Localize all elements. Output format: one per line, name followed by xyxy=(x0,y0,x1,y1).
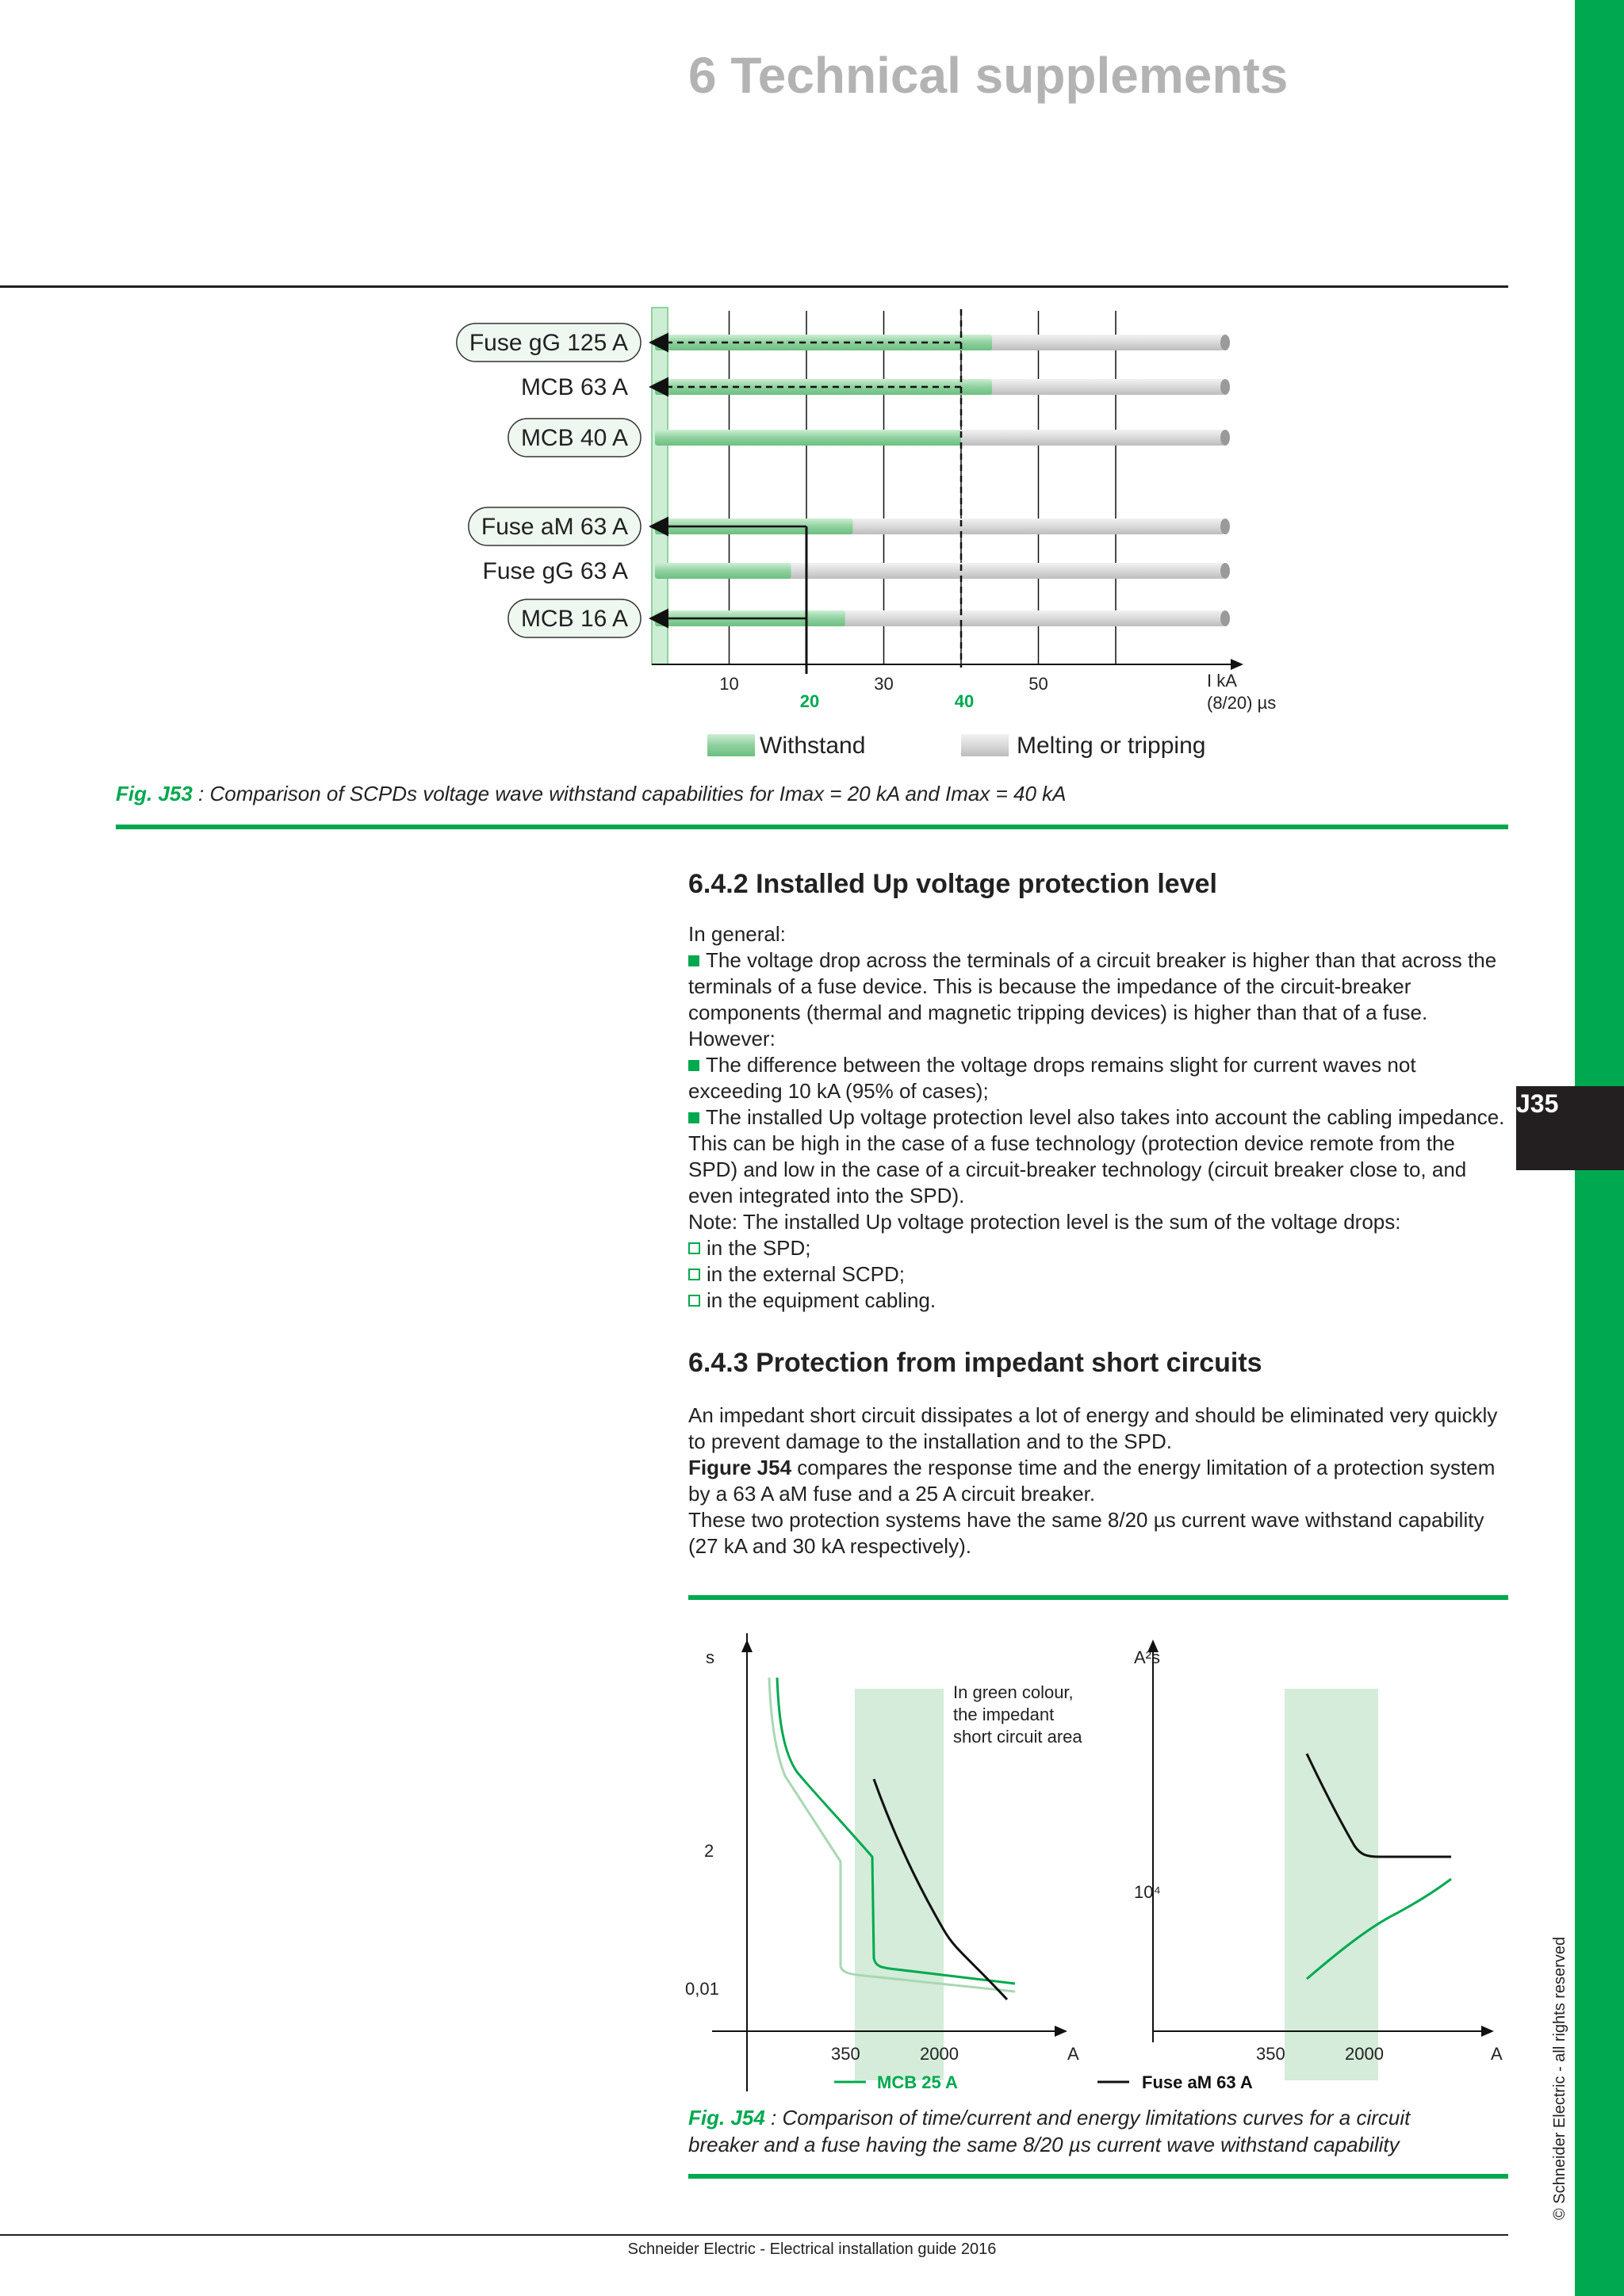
section-642-sub-2-text: in the external SCPD; xyxy=(707,1262,906,1286)
fig-j54-chart xyxy=(682,1633,1507,2109)
left-x-axis-arrow xyxy=(1055,2026,1067,2037)
x-tick-30: 30 xyxy=(874,674,894,694)
section-642-sub-3-text: in the equipment cabling. xyxy=(707,1288,936,1312)
legend-melting-swatch xyxy=(961,734,1009,756)
x-tick-highlight-20: 20 xyxy=(799,691,820,711)
bullet-square-icon xyxy=(688,955,699,966)
legend-mcb-label: MCB 25 A xyxy=(877,2072,958,2092)
fig-j53-x-ticks xyxy=(719,674,1048,711)
bar-end-cap-0 xyxy=(1220,335,1230,350)
section-642-body xyxy=(688,921,1505,1314)
page-number: J35 xyxy=(1516,1089,1559,1118)
left-y-tick-2: 2 xyxy=(704,1841,714,1861)
fig-j54-caption-text-1: : Comparison of time/current and energy limitations curves for a circuit xyxy=(764,2106,1411,2130)
bar-end-cap-4 xyxy=(1220,563,1230,579)
open-square-bullet-icon xyxy=(688,1242,700,1254)
section-642-title: 6.4.2 Installed Up voltage protection level xyxy=(688,869,1217,899)
category-label-5: MCB 16 A xyxy=(520,606,628,632)
category-label-2: MCB 40 A xyxy=(520,425,628,451)
right-x-label: A xyxy=(1491,2044,1503,2064)
annotation-line-3: short circuit area xyxy=(953,1727,1082,1747)
bar-withstand-2 xyxy=(655,430,961,446)
bullet-square-icon xyxy=(688,1060,699,1071)
fig-j54-top-green-rule xyxy=(688,1595,1508,1600)
legend-melting-label: Melting or tripping xyxy=(1017,733,1206,759)
section-642-bullet-2-text: The difference between the voltage drops remains slight for current waves not exceeding 10 kA (95% of cases); xyxy=(688,1053,1416,1103)
figure-j54-ref: Figure J54 xyxy=(688,1456,792,1479)
x-axis-unit-sub: (8/20) µs xyxy=(1207,693,1277,713)
right-y-tick-10e4: 10⁴ xyxy=(1134,1882,1161,1902)
fig-j53-category-labels xyxy=(457,323,641,637)
fig-j53-label: Fig. J53 xyxy=(116,782,193,806)
section-642-bullet-2 xyxy=(688,1052,1505,1104)
fig-j53-green-rule xyxy=(116,825,1508,829)
left-y-label: s xyxy=(706,1647,714,1667)
right-x-tick-350: 350 xyxy=(1256,2044,1285,2064)
section-642-sub-3 xyxy=(688,1288,1505,1314)
fig-j53-bars xyxy=(655,335,1230,626)
category-label-3: Fuse aM 63 A xyxy=(481,514,628,540)
x-axis-unit: I kA xyxy=(1207,671,1237,691)
right-x-axis-arrow xyxy=(1481,2026,1494,2037)
page-number-tab xyxy=(1516,1086,1624,1170)
footer-rule xyxy=(0,2234,1508,2236)
annotation-line-2: the impedant xyxy=(953,1705,1055,1724)
bar-end-cap-1 xyxy=(1220,379,1230,395)
section-643-p2 xyxy=(688,1455,1505,1507)
footer-text: Schneider Electric - Electrical installation guide 2016 xyxy=(627,2241,997,2258)
chapter-title: 6 Technical supplements xyxy=(688,47,1289,104)
bar-end-cap-5 xyxy=(1220,610,1230,626)
x-tick-10: 10 xyxy=(719,674,739,694)
bar-end-cap-3 xyxy=(1220,519,1230,534)
section-642-bullet-3-text: The installed Up voltage protection level also takes into account the cabling impedance. This can be high in the case of a fuse technology (protection device remote from the SPD) and low in the case of a circuit-breaker technology (circuit breaker close to, and even integrated into the SPD). xyxy=(688,1105,1505,1207)
section-642-bullet-3 xyxy=(688,1104,1505,1209)
fig-j53-caption-text: : Comparison of SCPDs voltage wave withstand capabilities for Imax = 20 kA and Imax = 40 kA xyxy=(192,782,1067,806)
section-643-body xyxy=(688,1402,1505,1559)
x-axis-arrow xyxy=(1231,659,1243,670)
left-x-label: A xyxy=(1067,2044,1079,2064)
open-square-bullet-icon xyxy=(688,1295,700,1307)
fig-j53-chart xyxy=(428,301,1316,769)
x-tick-highlight-40: 40 xyxy=(954,691,975,711)
annotation-line-1: In green colour, xyxy=(953,1682,1074,1702)
category-label-4: Fuse gG 63 A xyxy=(482,558,628,584)
x-tick-50: 50 xyxy=(1028,674,1048,694)
right-x-tick-2000: 2000 xyxy=(1345,2044,1384,2064)
legend-withstand-swatch xyxy=(707,734,755,756)
section-643-p1: An impedant short circuit dissipates a lot of energy and should be eliminated very quickly to prevent damage to the installation and to the SPD. xyxy=(688,1403,1498,1453)
legend-fuse-label: Fuse aM 63 A xyxy=(1142,2072,1253,2092)
copyright-text: © Schneider Electric - all rights reserved xyxy=(1551,1936,1568,2220)
section-643-title: 6.4.3 Protection from impedant short circuits xyxy=(688,1348,1262,1378)
legend-withstand-label: Withstand xyxy=(760,733,866,759)
bar-end-cap-2 xyxy=(1220,430,1230,446)
open-square-bullet-icon xyxy=(688,1269,700,1280)
section-642-bullet-1-text: The voltage drop across the terminals of a circuit breaker is higher than that across the terminals of a fuse device. This is because the impedance of the circuit-breaker components (thermal and magnetic tripping devices) is higher than that of a fuse. xyxy=(688,948,1497,1024)
right-impedant-area xyxy=(1285,1689,1378,2080)
section-642-note: Note: The installed Up voltage protection level is the sum of the voltage drops: xyxy=(688,1210,1401,1234)
bar-withstand-4 xyxy=(655,563,791,579)
fig-j54-bottom-green-rule xyxy=(688,2174,1508,2179)
fig-j54-caption-line-1 xyxy=(688,2104,1513,2131)
header-rule xyxy=(0,285,1508,288)
left-y-tick-001: 0,01 xyxy=(685,1979,719,1999)
section-642-sub-1 xyxy=(688,1235,1505,1261)
left-y-axis-arrow xyxy=(741,1640,753,1652)
fig-j53-caption xyxy=(116,782,1067,806)
bullet-square-icon xyxy=(688,1112,699,1123)
section-643-p2-text: compares the response time and the energy limitation of a protection system by a 63 A aM fuse and a 25 A circuit breaker. xyxy=(688,1456,1496,1506)
section-643-p3: These two protection systems have the same 8/20 µs current wave withstand capability (27 kA and 30 kA respectively). xyxy=(688,1508,1484,1558)
fig-j54-caption xyxy=(688,2104,1513,2158)
left-x-tick-350: 350 xyxy=(831,2044,860,2064)
fig-j54-caption-line-2: breaker and a fuse having the same 8/20 µs current wave withstand capability xyxy=(688,2133,1400,2156)
category-label-1: MCB 63 A xyxy=(520,374,628,400)
right-y-label: A²s xyxy=(1134,1647,1160,1667)
left-impedant-area xyxy=(855,1689,944,2080)
left-x-tick-2000: 2000 xyxy=(920,2044,959,2064)
section-642-bullet-1 xyxy=(688,947,1505,1026)
section-642-however: However: xyxy=(688,1027,776,1050)
category-label-0: Fuse gG 125 A xyxy=(469,330,628,356)
section-642-sub-1-text: in the SPD; xyxy=(707,1236,811,1260)
fig-j54-label: Fig. J54 xyxy=(688,2106,765,2130)
section-642-sub-2 xyxy=(688,1261,1505,1288)
section-642-intro: In general: xyxy=(688,922,786,946)
